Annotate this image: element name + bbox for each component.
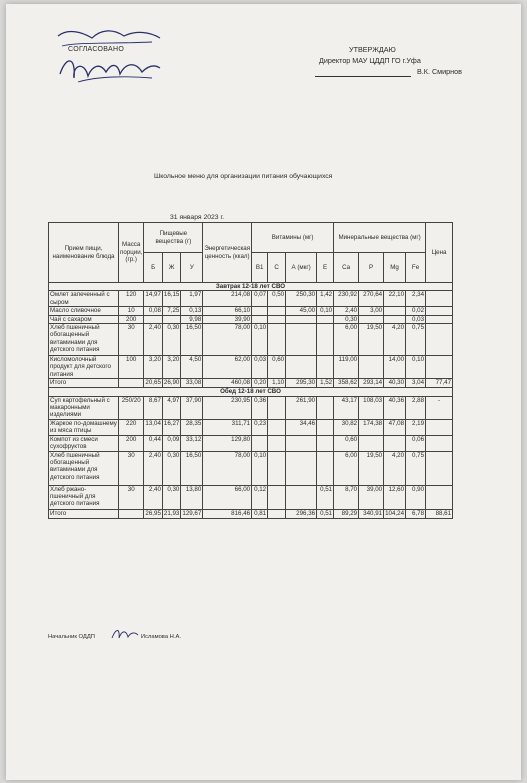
mg-cell: 22,10 — [384, 291, 406, 307]
energy-cell: 62,00 — [203, 356, 252, 379]
table-row — [49, 291, 453, 307]
b-cell: 0,08 — [144, 307, 162, 315]
u-cell: 28,35 — [181, 419, 203, 435]
table-row — [49, 435, 453, 451]
ca-cell: 6,00 — [334, 451, 359, 485]
price-cell — [426, 435, 453, 451]
handwritten-approval-signature — [48, 26, 168, 96]
a-cell — [286, 435, 317, 451]
total-mass — [119, 379, 144, 388]
total-a-cell: 296,36 — [286, 509, 317, 518]
section-row — [49, 388, 453, 396]
e-cell — [317, 451, 334, 485]
fe-cell: 2,19 — [406, 419, 426, 435]
zh-cell: 3,20 — [162, 356, 180, 379]
total-ca-cell: 358,62 — [334, 379, 359, 388]
b-cell: 3,20 — [144, 356, 162, 379]
mass-cell: 200 — [119, 435, 144, 451]
footer-name: Исламова Н.А. — [140, 634, 181, 640]
b1-cell: 0,12 — [252, 485, 268, 509]
header-nutrients: Пищевые вещества (г) — [144, 223, 203, 253]
price-cell — [426, 315, 453, 323]
menu-date: 31 января 2023 г. — [170, 214, 225, 221]
mass-cell: 30 — [119, 485, 144, 509]
footer-position: Начальник ОДДП — [48, 634, 95, 640]
approval-name: В.К. Смирнов — [417, 67, 462, 76]
a-cell — [286, 315, 317, 323]
mg-cell — [384, 315, 406, 323]
table-row — [49, 451, 453, 485]
energy-cell: 66,10 — [203, 307, 252, 315]
total-ca-cell: 89,29 — [334, 509, 359, 518]
u-cell: 33,12 — [181, 435, 203, 451]
total-c-cell — [268, 509, 286, 518]
energy-cell: 66,00 — [203, 485, 252, 509]
total-fe-cell: 6,78 — [406, 509, 426, 518]
mg-cell: 40,36 — [384, 396, 406, 419]
ca-cell: 6,00 — [334, 324, 359, 356]
energy-cell: 39,90 — [203, 315, 252, 323]
e-cell — [317, 396, 334, 419]
p-cell — [359, 356, 384, 379]
menu-table-body — [49, 283, 453, 519]
b-cell: 2,40 — [144, 485, 162, 509]
ca-cell: 119,00 — [334, 356, 359, 379]
p-cell: 174,38 — [359, 419, 384, 435]
energy-cell: 214,08 — [203, 291, 252, 307]
total-e-cell: 1,52 — [317, 379, 334, 388]
dish-name: Хлеб ржано-пшеничный для детского питания — [49, 485, 119, 509]
total-b-cell: 26,95 — [145, 509, 161, 517]
total-mg-cell: 40,30 — [384, 379, 406, 388]
section-title: Обед 12-18 лет СВО — [49, 388, 453, 396]
b-cell: 0,44 — [144, 435, 162, 451]
energy-cell: 311,71 — [203, 419, 252, 435]
p-cell: 19,50 — [359, 451, 384, 485]
e-cell: 0,51 — [317, 485, 334, 509]
p-cell: 3,00 — [359, 307, 384, 315]
c-cell — [268, 451, 286, 485]
e-cell — [317, 315, 334, 323]
fe-cell: 0,75 — [406, 451, 426, 485]
a-cell — [286, 324, 317, 356]
mass-cell: 30 — [119, 451, 144, 485]
e-cell — [317, 435, 334, 451]
fe-cell: 0,02 — [406, 307, 426, 315]
mass-cell: 220 — [119, 419, 144, 435]
header-c: С — [268, 253, 286, 283]
total-b-cell: 20,65 — [145, 379, 161, 387]
dish-name: Хлеб пшеничный обогащенный витаминами для детского питания — [49, 451, 119, 485]
header-zh: Ж — [162, 253, 180, 283]
total-energy-cell: 460,08 — [203, 379, 252, 388]
dish-name: Хлеб пшеничный обогащенный витаминами для детского питания — [49, 324, 119, 356]
total-b1-cell: 0,20 — [252, 379, 268, 388]
header-price: Цена — [426, 223, 453, 283]
b1-cell: 0,10 — [252, 451, 268, 485]
a-cell — [286, 485, 317, 509]
table-row — [49, 315, 453, 323]
mg-cell — [384, 307, 406, 315]
price-cell: - — [426, 396, 453, 419]
section-row — [49, 283, 453, 291]
u-cell: 37,90 — [181, 396, 203, 419]
zh-cell: 0,30 — [162, 324, 180, 356]
header-vitamins: Витамины (мг) — [252, 223, 334, 253]
header-fe: Fe — [406, 253, 426, 283]
fe-cell: 2,34 — [406, 291, 426, 307]
e-cell: 1,42 — [317, 291, 334, 307]
price-cell — [426, 419, 453, 435]
total-e-cell: 0,51 — [317, 509, 334, 518]
e-cell — [317, 324, 334, 356]
total-p-cell: 340,91 — [359, 509, 384, 518]
zh-cell: 0,09 — [162, 435, 180, 451]
c-cell — [268, 324, 286, 356]
b-cell: 13,04 — [144, 419, 162, 435]
p-cell: 270,64 — [359, 291, 384, 307]
ca-cell: 43,17 — [334, 396, 359, 419]
b1-cell: 0,10 — [252, 324, 268, 356]
header-minerals: Минеральные вещества (мг) — [334, 223, 426, 253]
mg-cell — [384, 435, 406, 451]
total-row — [49, 379, 453, 388]
zh-cell: 7,25 — [162, 307, 180, 315]
b1-cell: 0,07 — [252, 291, 268, 307]
mg-cell: 12,60 — [384, 485, 406, 509]
header-p: P — [359, 253, 384, 283]
b1-cell: 0,36 — [252, 396, 268, 419]
price-cell — [426, 307, 453, 315]
mg-cell: 47,08 — [384, 419, 406, 435]
footer — [48, 634, 181, 640]
mass-cell: 30 — [119, 324, 144, 356]
fe-cell: 0,03 — [406, 315, 426, 323]
approval-title: УТВЕРЖДАЮ — [349, 45, 396, 54]
header-e: Е — [317, 253, 334, 283]
total-zh-cell: 21,93 — [163, 509, 180, 517]
total-energy-cell: 816,46 — [203, 509, 252, 518]
u-cell: 4,50 — [181, 356, 203, 379]
total-b1-cell: 0,81 — [252, 509, 268, 518]
signature-line — [315, 76, 411, 77]
total-p-cell: 293,14 — [359, 379, 384, 388]
table-row — [49, 485, 453, 509]
p-cell: 39,00 — [359, 485, 384, 509]
e-cell: 0,10 — [317, 307, 334, 315]
header-ca: Ca — [334, 253, 359, 283]
b1-cell — [252, 435, 268, 451]
mass-cell: 10 — [119, 307, 144, 315]
zh-cell — [162, 315, 180, 323]
table-row — [49, 307, 453, 315]
e-cell — [317, 419, 334, 435]
u-cell: 13,80 — [181, 485, 203, 509]
a-cell — [286, 356, 317, 379]
zh-cell: 0,30 — [162, 485, 180, 509]
total-label: Итого — [49, 509, 119, 518]
zh-cell: 16,27 — [162, 419, 180, 435]
mass-cell: 100 — [119, 356, 144, 379]
a-cell: 45,00 — [286, 307, 317, 315]
document-sheet — [6, 4, 521, 780]
total-zh-cell: 26,90 — [163, 379, 180, 387]
c-cell — [268, 396, 286, 419]
total-mg-cell: 104,24 — [385, 509, 405, 517]
header-a: А (мкг) — [286, 253, 317, 283]
fe-cell: 0,10 — [406, 356, 426, 379]
menu-title: Школьное меню для организации питания обучающихся — [154, 173, 333, 180]
b-cell: 2,40 — [144, 451, 162, 485]
u-cell: 0,13 — [181, 307, 203, 315]
a-cell: 34,46 — [286, 419, 317, 435]
a-cell: 250,30 — [286, 291, 317, 307]
c-cell — [268, 419, 286, 435]
mg-cell: 14,00 — [384, 356, 406, 379]
dish-name: Суп картофельный с макаронными изделиями — [49, 396, 119, 419]
dish-name: Жаркое по-домашнему из мяса птицы — [50, 419, 117, 435]
dish-name: Компот из смеси сухофруктов — [49, 435, 119, 451]
header-b: Б — [144, 253, 162, 283]
b-cell: 2,40 — [144, 324, 162, 356]
ca-cell: 2,40 — [334, 307, 359, 315]
total-u-cell: 33,08 — [181, 379, 203, 388]
price-cell — [426, 485, 453, 509]
total-label: Итого — [49, 379, 119, 388]
energy-cell: 78,00 — [203, 451, 252, 485]
section-title: Завтрак 12-18 лет СВО — [49, 283, 453, 291]
dish-name: Чай с сахаром — [49, 315, 119, 323]
approval-signature-line — [311, 66, 491, 77]
p-cell: 19,50 — [359, 324, 384, 356]
fe-cell: 2,88 — [406, 396, 426, 419]
mass-cell: 250/20 — [119, 396, 144, 419]
approval-stamp-label: СОГЛАСОВАНО — [68, 46, 125, 53]
mg-cell: 4,20 — [384, 451, 406, 485]
b-cell: 14,97 — [144, 291, 162, 307]
c-cell — [268, 485, 286, 509]
c-cell — [268, 307, 286, 315]
p-cell — [359, 315, 384, 323]
b1-cell — [252, 307, 268, 315]
table-row — [49, 419, 453, 435]
table-row — [49, 324, 453, 356]
p-cell — [359, 435, 384, 451]
u-cell: 16,50 — [181, 324, 203, 356]
c-cell: 0,50 — [268, 291, 286, 307]
b-cell — [144, 315, 162, 323]
energy-cell: 78,00 — [203, 324, 252, 356]
mg-cell: 4,20 — [384, 324, 406, 356]
ca-cell: 30,82 — [334, 419, 359, 435]
approval-position: Директор МАУ ЦДДП ГО г.Уфа — [319, 56, 421, 65]
total-price-cell: 77,47 — [426, 379, 453, 388]
approval-block — [311, 44, 491, 77]
a-cell — [286, 451, 317, 485]
b1-cell — [252, 315, 268, 323]
total-mass — [119, 509, 144, 518]
p-cell: 108,03 — [359, 396, 384, 419]
ca-cell: 8,70 — [334, 485, 359, 509]
header-mg: Mg — [384, 253, 406, 283]
table-row — [49, 356, 453, 379]
c-cell — [268, 435, 286, 451]
zh-cell: 0,30 — [162, 451, 180, 485]
total-c-cell: 1,10 — [268, 379, 286, 388]
u-cell: 1,97 — [181, 291, 203, 307]
table-row — [49, 396, 453, 419]
header-b1: В1 — [252, 253, 268, 283]
price-cell — [426, 324, 453, 356]
ca-cell: 230,92 — [334, 291, 359, 307]
zh-cell: 4,97 — [162, 396, 180, 419]
b-cell: 8,67 — [144, 396, 162, 419]
u-cell: 9,98 — [181, 315, 203, 323]
price-cell — [426, 356, 453, 379]
ca-cell: 0,30 — [334, 315, 359, 323]
ca-cell: 0,60 — [334, 435, 359, 451]
header-u: У — [181, 253, 203, 283]
c-cell — [268, 315, 286, 323]
a-cell: 261,90 — [286, 396, 317, 419]
dish-name: Масло сливочное — [49, 307, 119, 315]
price-cell — [426, 451, 453, 485]
fe-cell: 0,75 — [406, 324, 426, 356]
u-cell: 16,50 — [181, 451, 203, 485]
mass-cell: 200 — [119, 315, 144, 323]
price-cell — [426, 291, 453, 307]
energy-cell: 129,80 — [203, 435, 252, 451]
fe-cell: 0,90 — [406, 485, 426, 509]
header-energy: Энергетическая ценность (ккал) — [203, 223, 252, 283]
total-fe-cell: 3,04 — [406, 379, 426, 388]
header-mass: Масса порции, (гр.) — [119, 223, 144, 283]
b1-cell: 0,03 — [252, 356, 268, 379]
total-a-cell: 295,30 — [286, 379, 317, 388]
dish-name: Омлет запеченный с сыром — [49, 291, 119, 307]
mass-cell: 120 — [119, 291, 144, 307]
e-cell — [317, 356, 334, 379]
dish-name: Кисломолочный продукт для детского питания — [49, 356, 119, 379]
zh-cell: 16,15 — [162, 291, 180, 307]
total-row — [49, 509, 453, 518]
c-cell: 0,60 — [268, 356, 286, 379]
menu-table — [48, 222, 453, 519]
total-price-cell: 88,61 — [426, 509, 453, 518]
b1-cell: 0,23 — [252, 419, 268, 435]
total-u-cell: 129,67 — [182, 509, 202, 517]
fe-cell: 0,06 — [406, 435, 426, 451]
header-dish: Прием пищи, наименование блюда — [49, 223, 119, 283]
energy-cell: 230,95 — [203, 396, 252, 419]
